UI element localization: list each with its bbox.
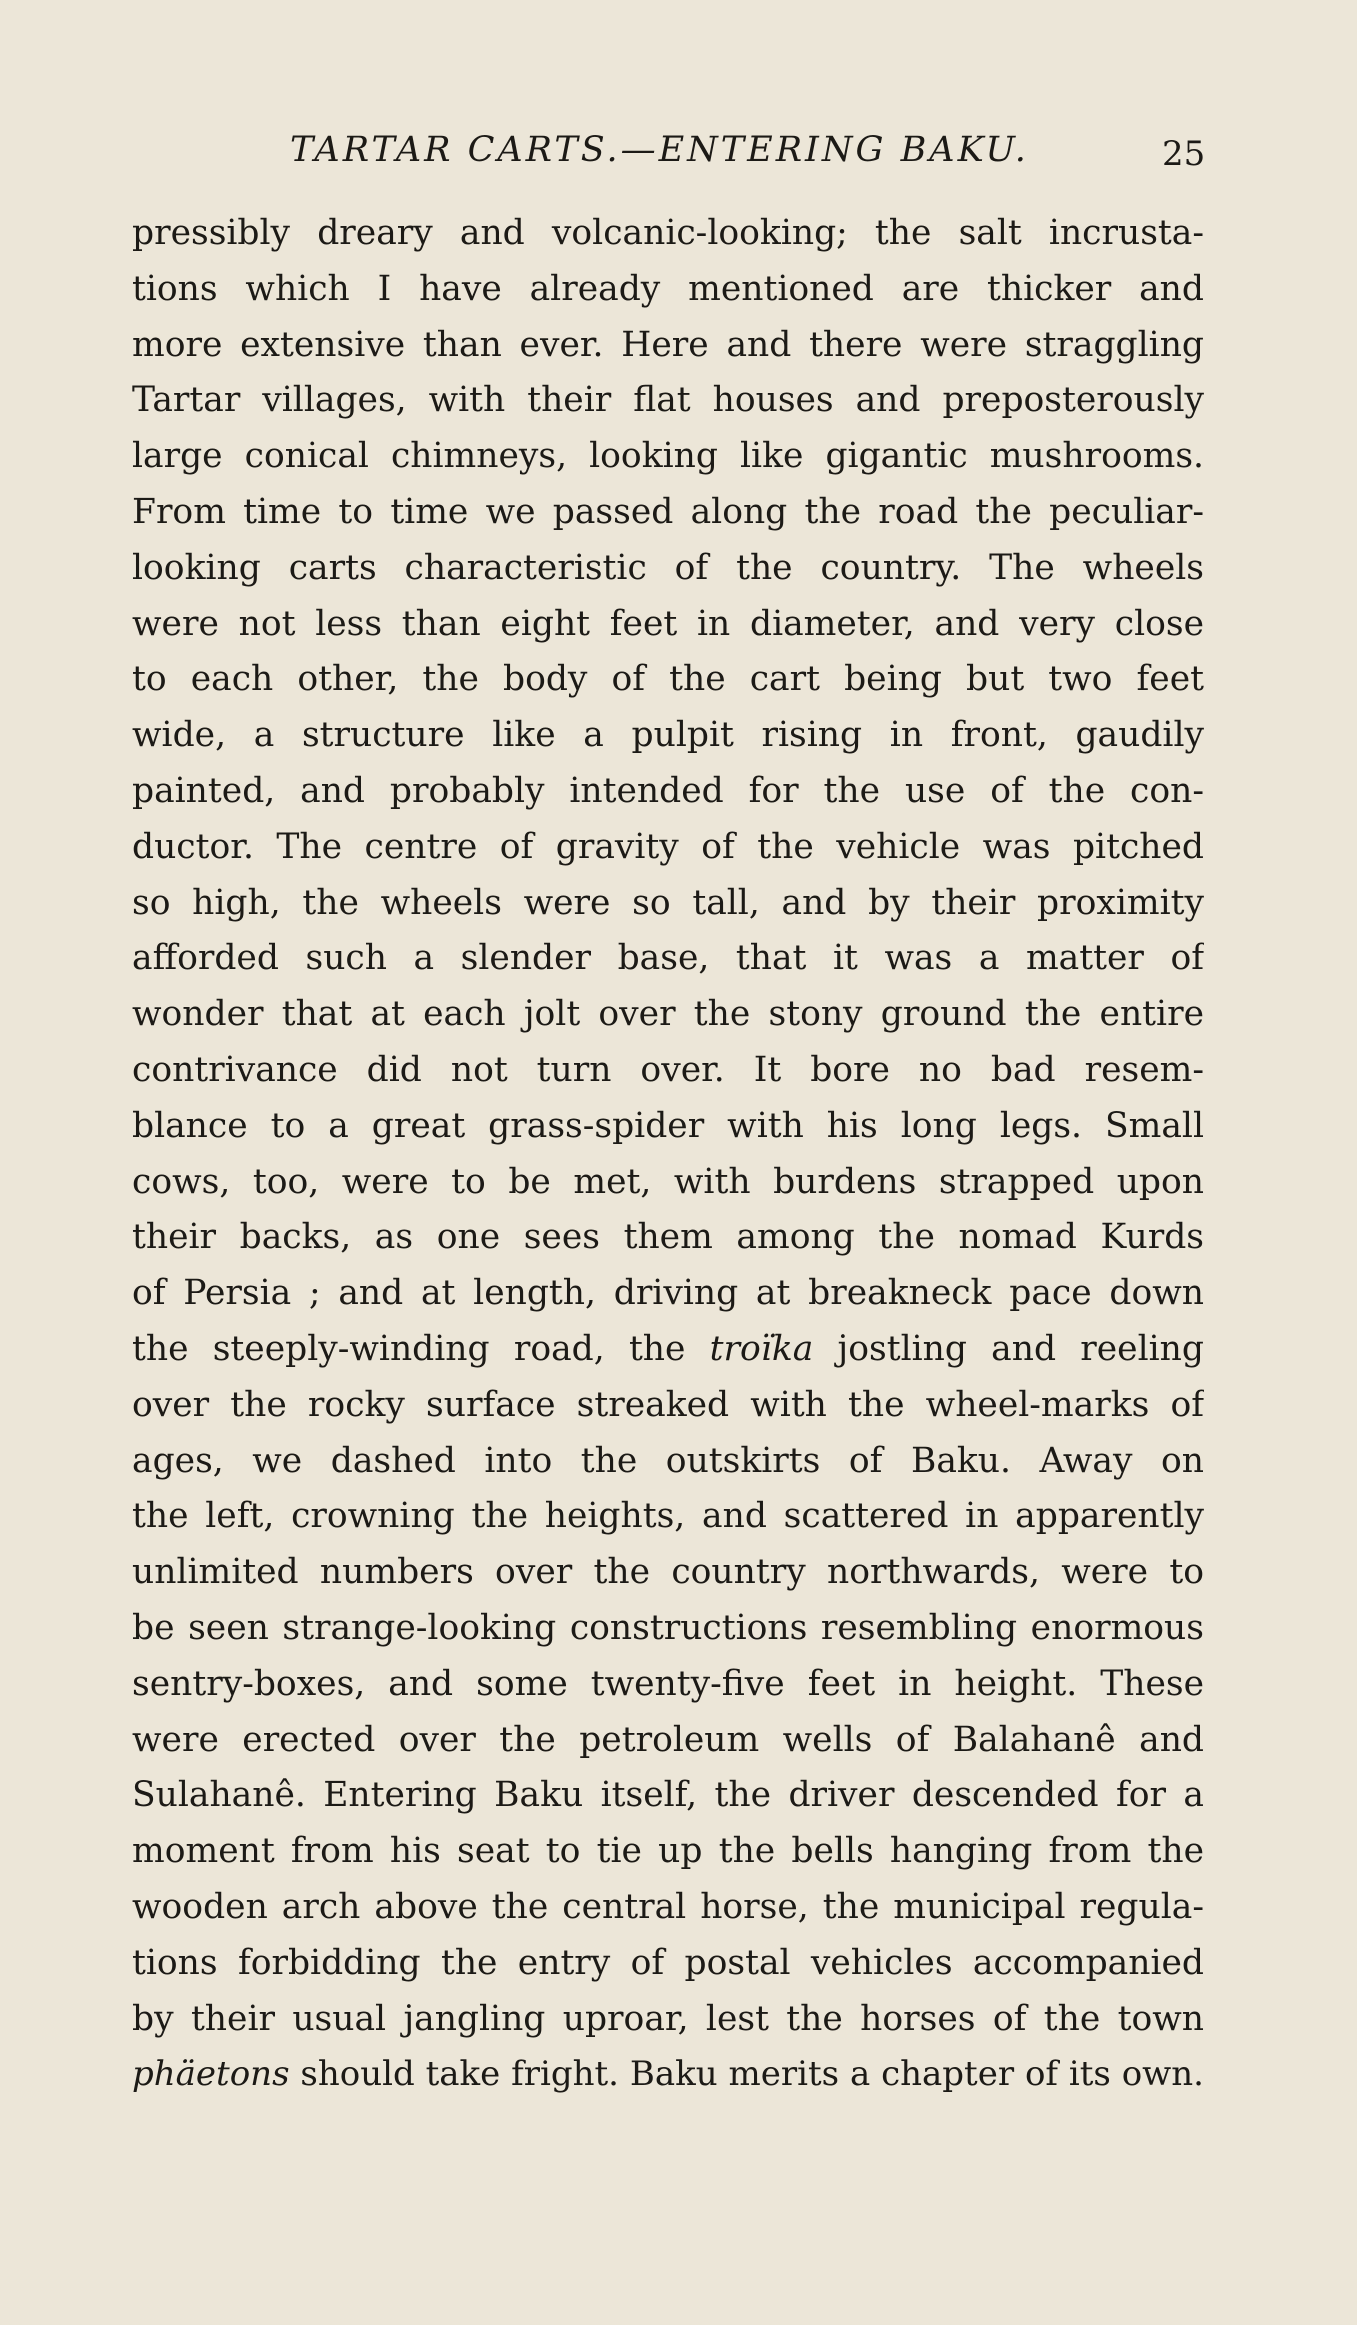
text-line: afforded such a slender base, that it was a matter of xyxy=(132,938,1204,979)
text-line-troika xyxy=(132,1322,1204,1378)
text-line: more extensive than ever. Here and there were straggling xyxy=(132,324,1204,365)
text-line: ductor. The centre of gravity of the vehicle was pitched xyxy=(132,826,1204,867)
text-line: over the rocky surface streaked with the wheel-marks of xyxy=(132,1384,1204,1425)
text-line: were not less than eight feet in diameter, and very close xyxy=(132,603,1204,644)
text-line: wooden arch above the central horse, the municipal regula- xyxy=(132,1886,1204,1927)
text-line: painted, and probably intended for the use of the con- xyxy=(132,770,1204,811)
text-line-last xyxy=(132,2047,1204,2103)
text-line: moment from his seat to tie up the bells hanging from the xyxy=(132,1831,1204,1872)
text-line: contrivance did not turn over. It bore no bad resem- xyxy=(132,1049,1204,1090)
text-line: to each other, the body of the cart being but two feet xyxy=(132,659,1204,700)
text-line: From time to time we passed along the road the peculiar- xyxy=(132,491,1204,532)
text-line: looking carts characteristic of the country. The wheels xyxy=(132,547,1204,588)
text-line: large conical chimneys, looking like gigantic mushrooms. xyxy=(132,436,1204,477)
text-line: the left, crowning the heights, and scattered in apparently xyxy=(132,1496,1204,1537)
text-line: blance to a great grass-spider with his long legs. Small xyxy=(132,1105,1204,1146)
text-line: ages, we dashed into the outskirts of Baku. Away on xyxy=(132,1440,1204,1481)
text-line: be seen strange-looking constructions resembling enormous xyxy=(132,1607,1204,1648)
text-segment: jostling and reeling xyxy=(813,1328,1204,1369)
text-line: wonder that at each jolt over the stony ground the entire xyxy=(132,994,1204,1035)
text-line: Sulahanê. Entering Baku itself, the driver descended for a xyxy=(132,1775,1204,1816)
text-line: their backs, as one sees them among the nomad Kurds xyxy=(132,1217,1204,1258)
text-line: pressibly dreary and volcanic-looking; the salt incrusta- xyxy=(132,213,1204,253)
text-line: wide, a structure like a pulpit rising in front, gaudily xyxy=(132,715,1204,756)
running-title: TARTAR CARTS.—ENTERING BAKU. xyxy=(290,130,1029,170)
text-segment: the steeply-winding road, the xyxy=(132,1328,710,1369)
text-line: so high, the wheels were so tall, and by their proximity xyxy=(132,882,1204,923)
italic-word-troika: troïka xyxy=(709,1328,814,1369)
text-line: cows, too, were to be met, with burdens strapped upon xyxy=(132,1161,1204,1202)
text-line: Tartar villages, with their flat houses and preposterously xyxy=(132,380,1204,421)
body-text xyxy=(132,206,1204,2103)
text-line: of Persia ; and at length, driving at breakneck pace down xyxy=(132,1273,1204,1314)
page-number: 25 xyxy=(1162,134,1206,174)
text-segment: should take fright. Baku merits a chapter of its own. xyxy=(289,2054,1204,2095)
text-line: were erected over the petroleum wells of Balahanê and xyxy=(132,1719,1204,1760)
text-line: sentry-boxes, and some twenty-five feet in height. These xyxy=(132,1663,1204,1704)
italic-word-phaetons: phäetons xyxy=(132,2054,290,2095)
text-line: tions forbidding the entry of postal vehicles accompanied xyxy=(132,1942,1204,1983)
text-line: by their usual jangling uproar, lest the horses of the town xyxy=(132,1998,1204,2039)
text-line: unlimited numbers over the country northwards, were to xyxy=(132,1552,1204,1593)
text-line: tions which I have already mentioned are thicker and xyxy=(132,268,1204,309)
